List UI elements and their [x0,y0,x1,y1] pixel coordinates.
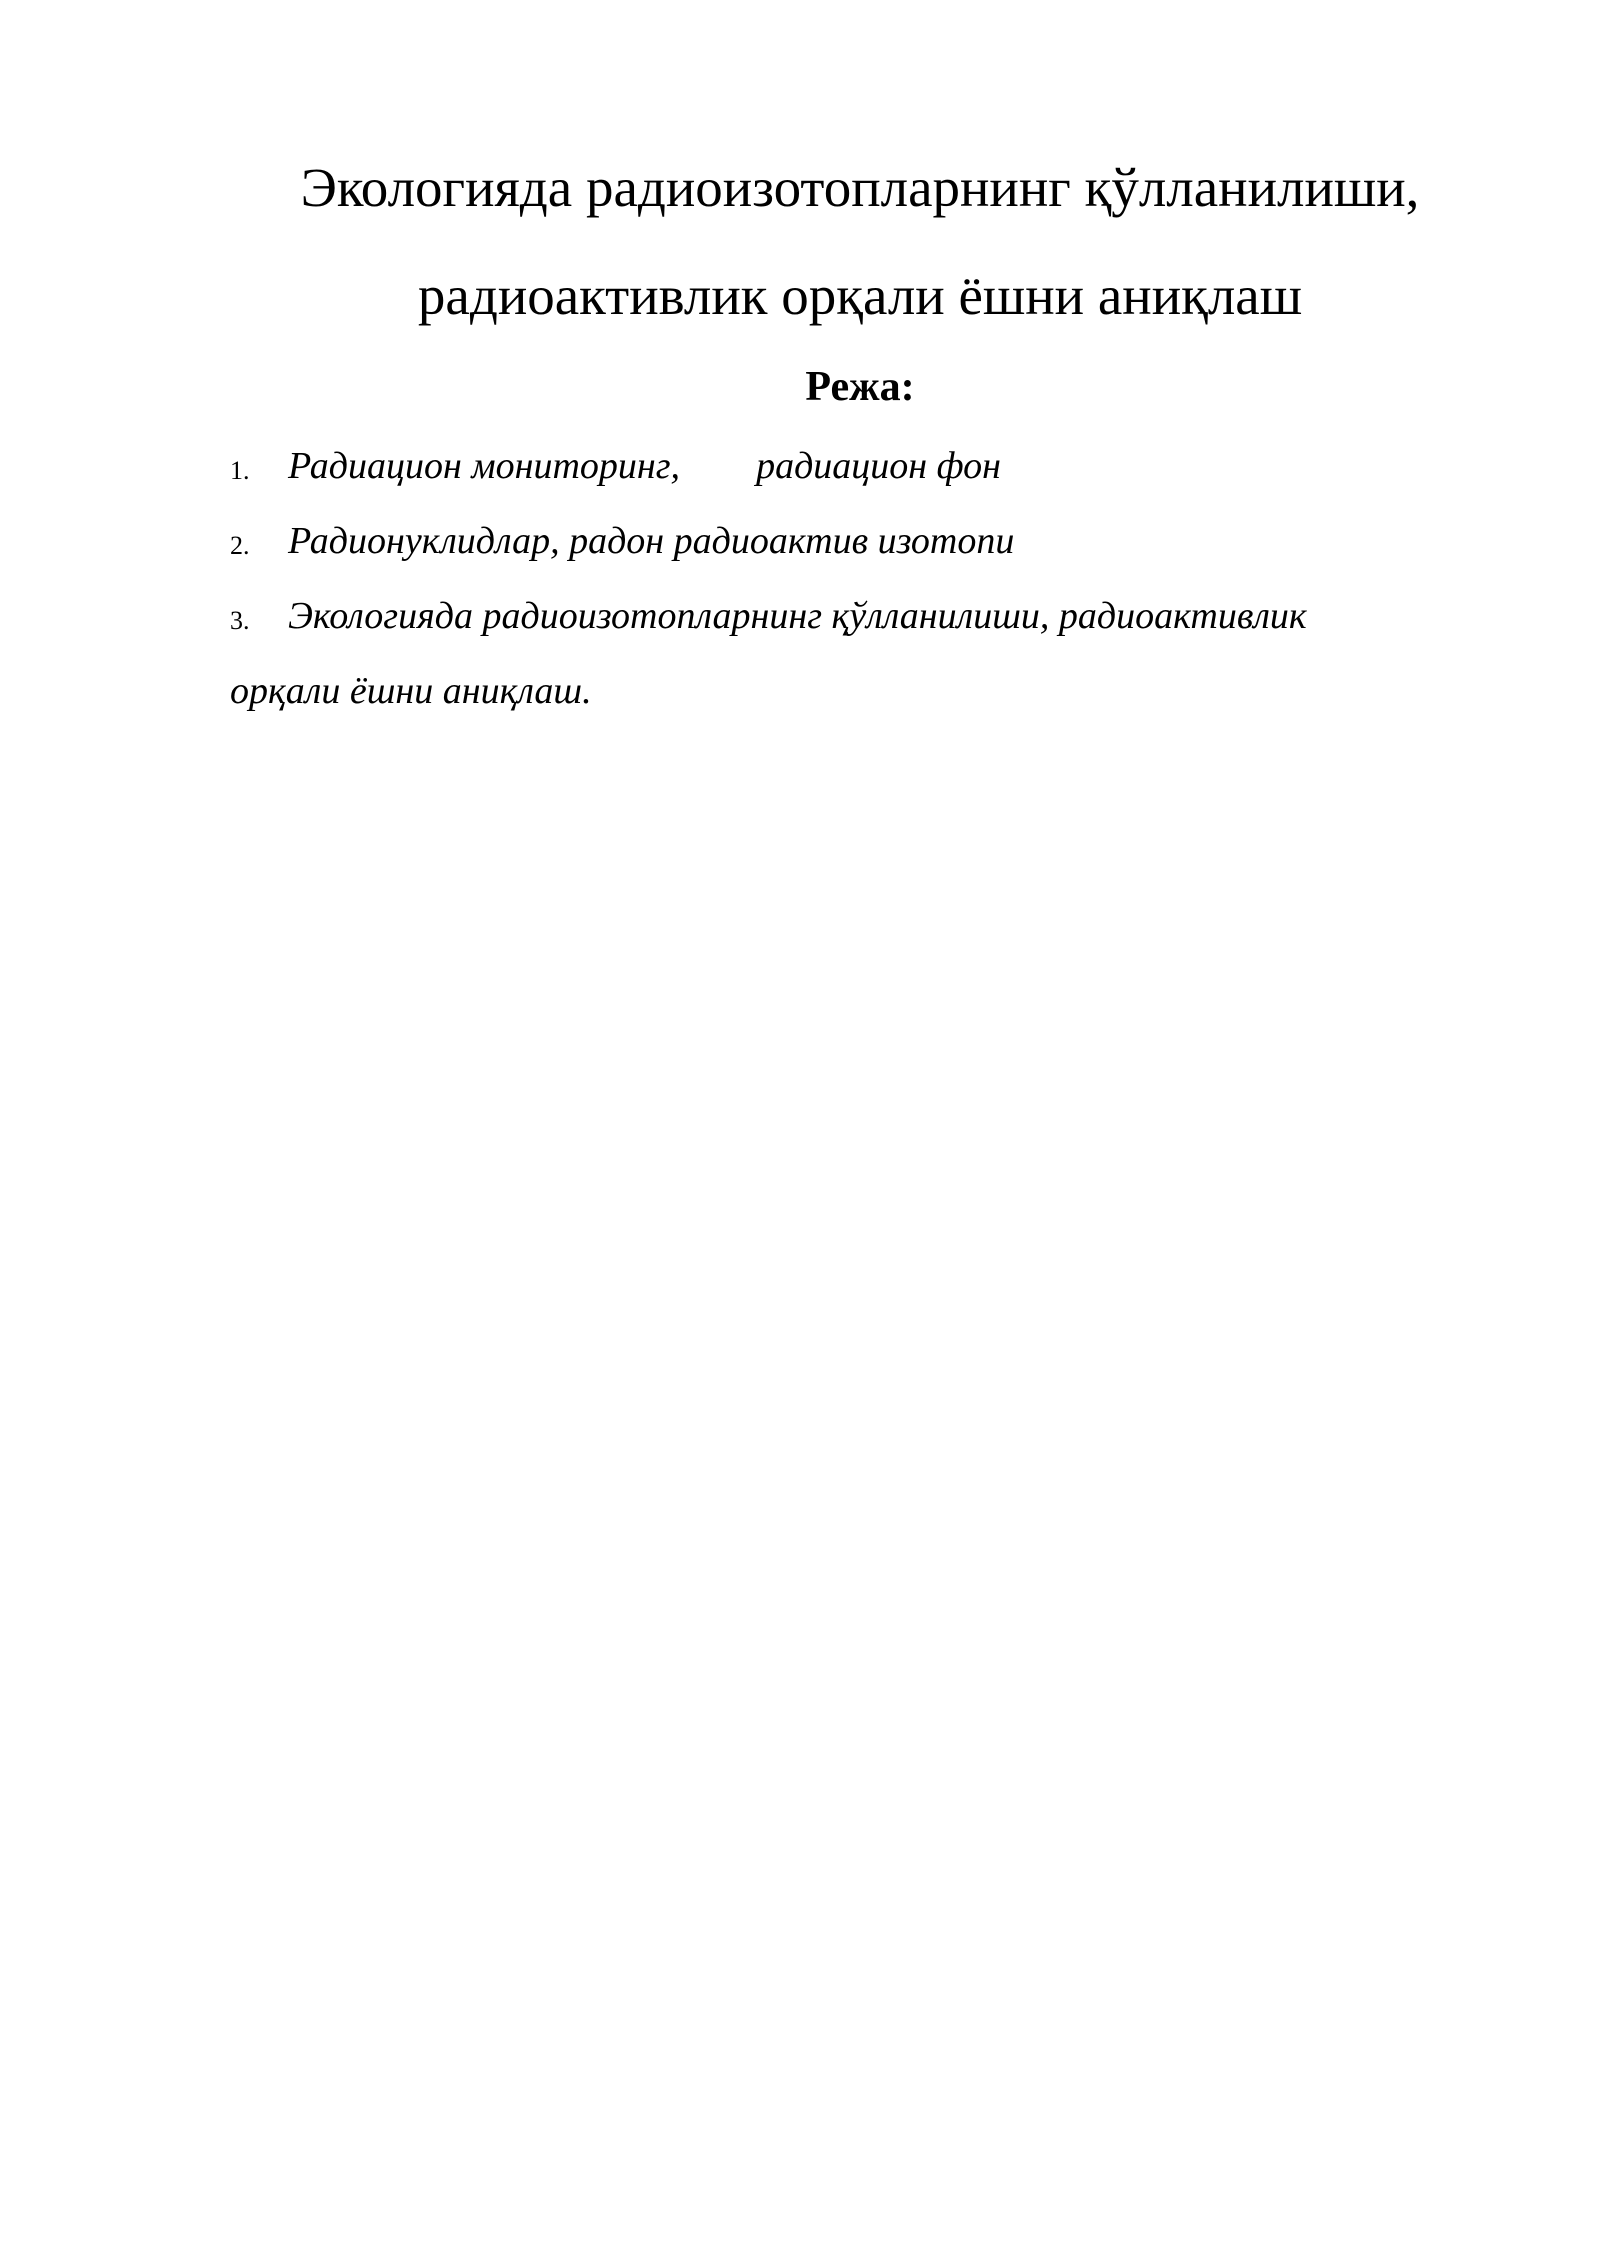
plan-item-1-text-part-1: Радиацион мониторинг, [288,445,681,487]
document-title-line-1: Экологияда радиоизотопларнинг қўлланилиши, [300,157,1420,218]
plan-item-1-number: 1. [230,456,250,485]
plan-item-3-text-line-2: орқали ёшни аниқлаш. [230,670,592,712]
plan-item-3-text-line-1: Экологияда радиоизотопларнинг қўлланилиши, радиоактивлик [288,595,1307,637]
plan-item-2-text: Радионуклидлар, радон радиоактив изотопи [288,520,1015,562]
plan-item-1-text-part-2: радиацион фон [756,445,1001,487]
plan-item-2-number: 2. [230,531,250,560]
plan-heading: Режа: [805,364,915,410]
plan-item-1-text [288,447,1001,485]
plan-item-3-number: 3. [230,606,250,635]
document-title-line-2: радиоактивлик орқали ёшни аниқлаш [417,265,1303,326]
